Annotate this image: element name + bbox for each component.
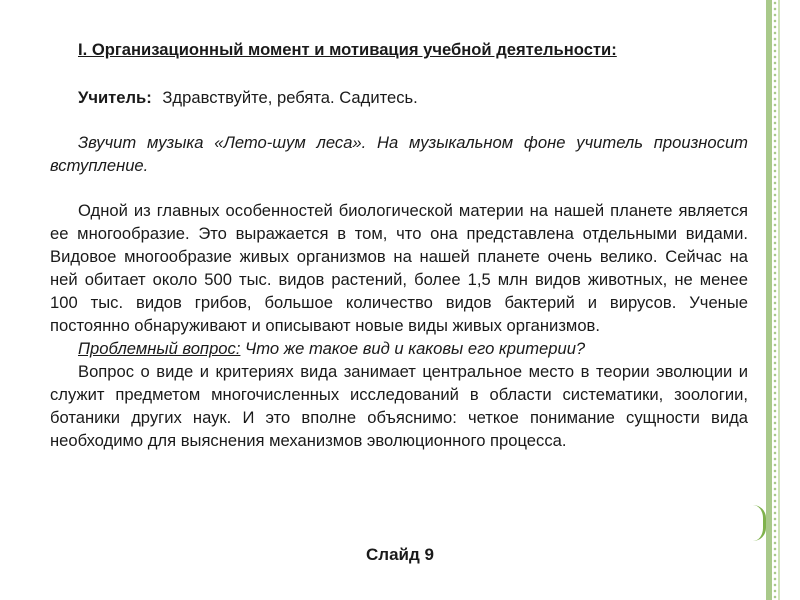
decorative-side-line <box>778 0 780 600</box>
problem-label: Проблемный вопрос: <box>78 339 241 358</box>
section-heading: I. Организационный момент и мотивация учебной деятельности: <box>78 40 617 59</box>
teacher-greeting <box>78 86 748 109</box>
document-body <box>50 38 748 452</box>
music-note: Звучит музыка «Лето-шум леса». На музыкальном фоне учитель произносит вступление. <box>50 133 748 175</box>
slide-number: Слайд 9 <box>366 545 434 564</box>
problem-question <box>50 337 748 360</box>
intro-paragraph: Одной из главных особенностей биологической материи на нашей планете является ее многообразие. Это выражается в том, что она представлена отдельными видами. Видовое многообразие живых организмов на нашей планете очень велико. Сейчас на ней обитает около 500 тыс. видов растений, более 1,5 млн видов животных, не менее 100 тыс. видов грибов, большое количество видов бактерий и вирусов. Ученые постоянно обнаруживают и описывают новые виды живых организмов. <box>50 201 748 335</box>
greeting-text: Здравствуйте, ребята. Садитесь. <box>162 88 418 107</box>
species-paragraph: Вопрос о виде и критериях вида занимает центральное место в теории эволюции и служит предметом многочисленных исследований в области систематики, зоологии, ботаники других наук. И это вполне объяснимо: четкое понимание сущности вида необходимо для выяснения механизмов эволюционного процесса. <box>50 362 748 450</box>
decorative-arc <box>753 505 766 541</box>
speaker-label: Учитель: <box>78 88 152 107</box>
problem-text: Что же такое вид и каковы его критерии? <box>240 339 586 358</box>
